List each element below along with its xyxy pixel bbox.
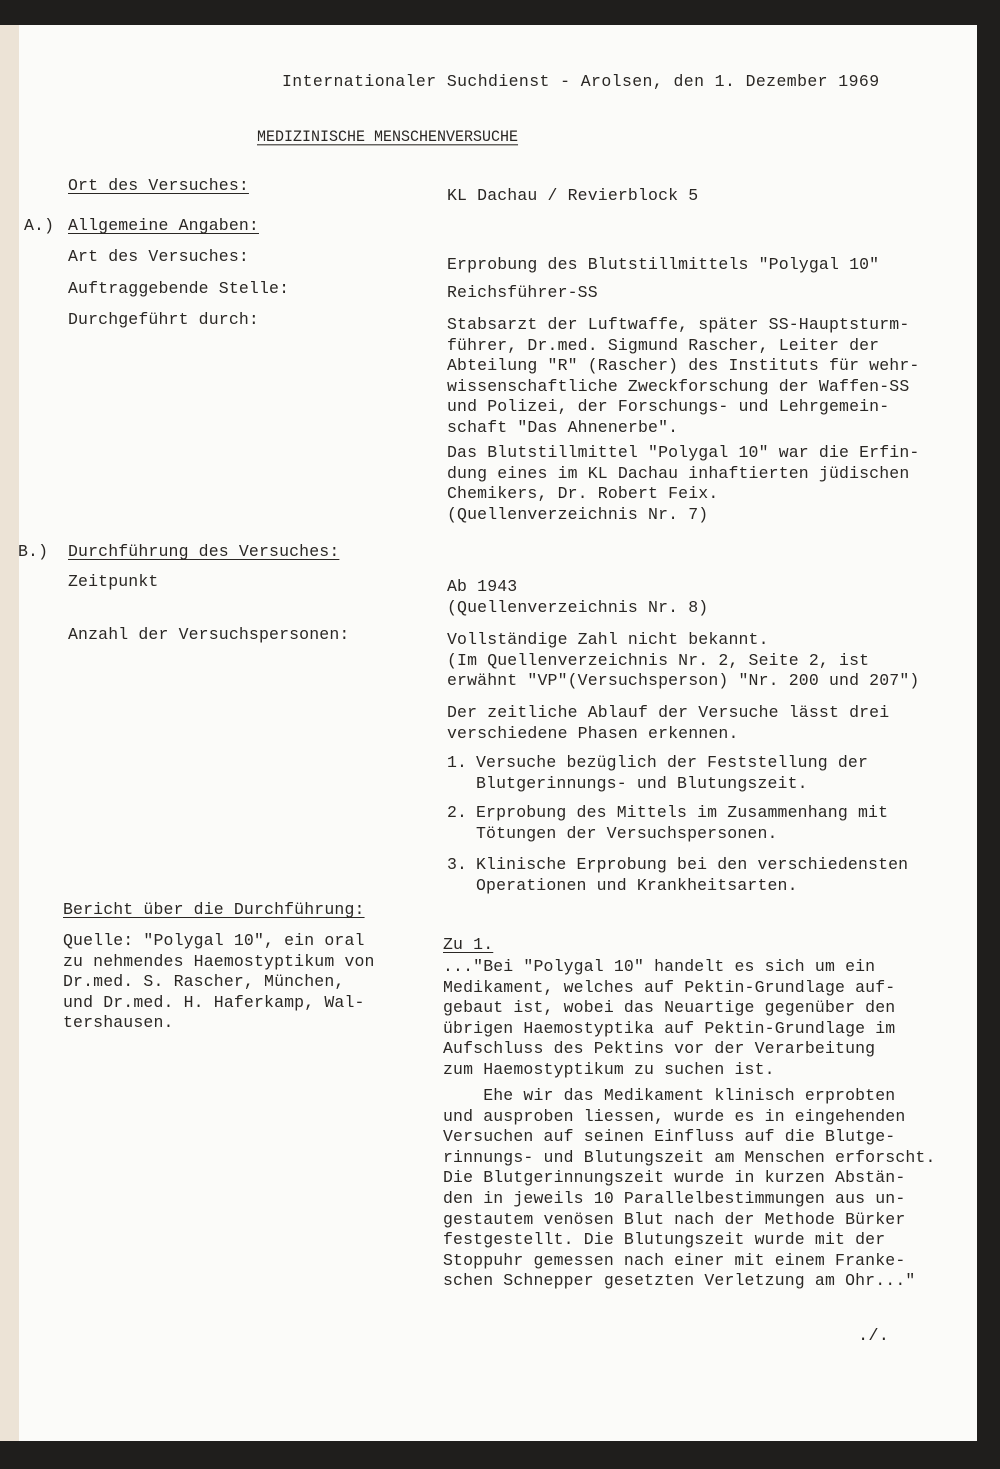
durch-line: schaft "Das Ahnenerbe". <box>447 418 679 437</box>
anzahl-line: (Im Quellenverzeichnis Nr. 2, Seite 2, ist <box>447 650 870 670</box>
durch-line: Abteilung "R" (Rascher) des Instituts für wehr- <box>447 356 920 376</box>
quelle-line: und Dr.med. H. Haferkamp, Wal- <box>63 992 365 1012</box>
zu1-line: ..."Bei "Polygal 10" handelt es sich um ein <box>443 957 876 976</box>
ehe-line: schen Schnepper gesetzten Verletzung am Ohr..." <box>443 1271 916 1291</box>
anzahl-label: Anzahl der Versuchspersonen: <box>68 625 350 644</box>
anzahl-line: erwähnt "VP"(Versuchsperson) "Nr. 200 und 207") <box>447 671 920 691</box>
erfindung-line: dung eines im KL Dachau inhaftierten jüdischen <box>447 463 910 483</box>
ehe-line: Stoppuhr gemessen nach einer mit einem Franke- <box>443 1250 906 1270</box>
anzahl-line: Vollständige Zahl nicht bekannt. <box>447 630 769 649</box>
durch-line: wissenschaftliche Zweckforschung der Waffen-SS <box>447 376 910 396</box>
erfindung-line: (Quellenverzeichnis Nr. 7) <box>447 504 709 524</box>
phase-line: Tötungen der Versuchspersonen. <box>476 823 778 843</box>
section-b-heading: Durchführung des Versuches: <box>68 542 340 561</box>
zu1-line: übrigen Haemostyptika auf Pektin-Grundlage im <box>443 1018 896 1038</box>
quelle-line: Quelle: "Polygal 10", ein oral <box>63 931 365 950</box>
durch-line: Stabsarzt der Luftwaffe, später SS-Hauptsturm- <box>447 315 910 334</box>
zu1-heading: Zu 1. <box>443 935 494 954</box>
section-a-marker: A.) <box>24 216 55 235</box>
phase-line: Versuche bezüglich der Feststellung der <box>476 753 869 772</box>
ehe-line: gestautem venösen Blut nach der Methode Bürker <box>443 1209 906 1229</box>
durch-line: und Polizei, der Forschungs- und Lehrgemein- <box>447 397 890 417</box>
stelle-label: Auftraggebende Stelle: <box>68 279 290 298</box>
stelle-value: Reichsführer-SS <box>447 283 598 302</box>
ablauf-line: Der zeitliche Ablauf der Versuche lässt drei <box>447 703 890 722</box>
zu1-line: Aufschluss des Pektins vor der Verarbeitung <box>443 1039 876 1059</box>
ehe-line: Die Blutgerinnungszeit wurde in kurzen Abstän- <box>443 1168 906 1188</box>
durch-label: Durchgeführt durch: <box>68 310 259 329</box>
ort-value: KL Dachau / Revierblock 5 <box>447 186 699 205</box>
zu1-line: zum Haemostyptikum zu suchen ist. <box>443 1060 775 1079</box>
phase-line: Operationen und Krankheitsarten. <box>476 875 798 895</box>
ehe-line: Versuchen auf seinen Einfluss auf die Blutge- <box>443 1127 896 1147</box>
quelle-line: zu nehmendes Haemostyptikum von <box>63 951 375 971</box>
erfindung-line: Das Blutstillmittel "Polygal 10" war die Erfin- <box>447 443 920 462</box>
phase-number: 1. <box>447 753 468 772</box>
phase-number: 2. <box>447 803 468 822</box>
phase-line: Erprobung des Mittels im Zusammenhang mit <box>476 803 889 822</box>
ehe-line: Ehe wir das Medikament klinisch erprobten <box>443 1086 896 1105</box>
phase-number: 3. <box>447 855 468 874</box>
ablauf-line: verschiedene Phasen erkennen. <box>447 723 739 743</box>
continuation-mark: ./. <box>858 1327 890 1346</box>
zu1-line: Medikament, welches auf Pektin-Grundlage auf- <box>443 977 896 997</box>
art-value: Erprobung des Blutstillmittels "Polygal 10" <box>447 255 880 274</box>
bericht-heading: Bericht über die Durchführung: <box>63 900 365 919</box>
zeit-label: Zeitpunkt <box>68 572 159 591</box>
ehe-line: rinnungs- und Blutungszeit am Menschen erforscht. <box>443 1147 936 1167</box>
zu1-line: gebaut ist, wobei das Neuartige gegenüber den <box>443 998 896 1018</box>
document-title: MEDIZINISCHE MENSCHENVERSUCHE <box>257 128 519 147</box>
ehe-line: den in jeweils 10 Parallelbestimmungen aus un- <box>443 1189 906 1208</box>
zeit-line: (Quellenverzeichnis Nr. 8) <box>447 597 709 617</box>
section-b-marker: B.) <box>18 542 49 561</box>
page-back-strip <box>0 25 20 1441</box>
durch-line: führer, Dr.med. Sigmund Rascher, Leiter der <box>447 335 880 355</box>
art-label: Art des Versuches: <box>68 247 249 266</box>
quelle-line: tershausen. <box>63 1013 174 1033</box>
phase-line: Blutgerinnungs- und Blutungszeit. <box>476 773 808 793</box>
ort-label: Ort des Versuches: <box>68 176 249 195</box>
erfindung-line: Chemikers, Dr. Robert Feix. <box>447 484 719 504</box>
ehe-line: festgestellt. Die Blutungszeit wurde mit der <box>443 1230 886 1250</box>
quelle-line: Dr.med. S. Rascher, München, <box>63 972 345 992</box>
header-line: Internationaler Suchdienst - Arolsen, den 1. Dezember 1969 <box>282 72 880 91</box>
section-a-heading: Allgemeine Angaben: <box>68 216 259 235</box>
phase-line: Klinische Erprobung bei den verschiedensten <box>476 855 909 874</box>
ehe-line: und ausproben liessen, wurde es in eingehenden <box>443 1106 906 1126</box>
zeit-line: Ab 1943 <box>447 577 518 596</box>
